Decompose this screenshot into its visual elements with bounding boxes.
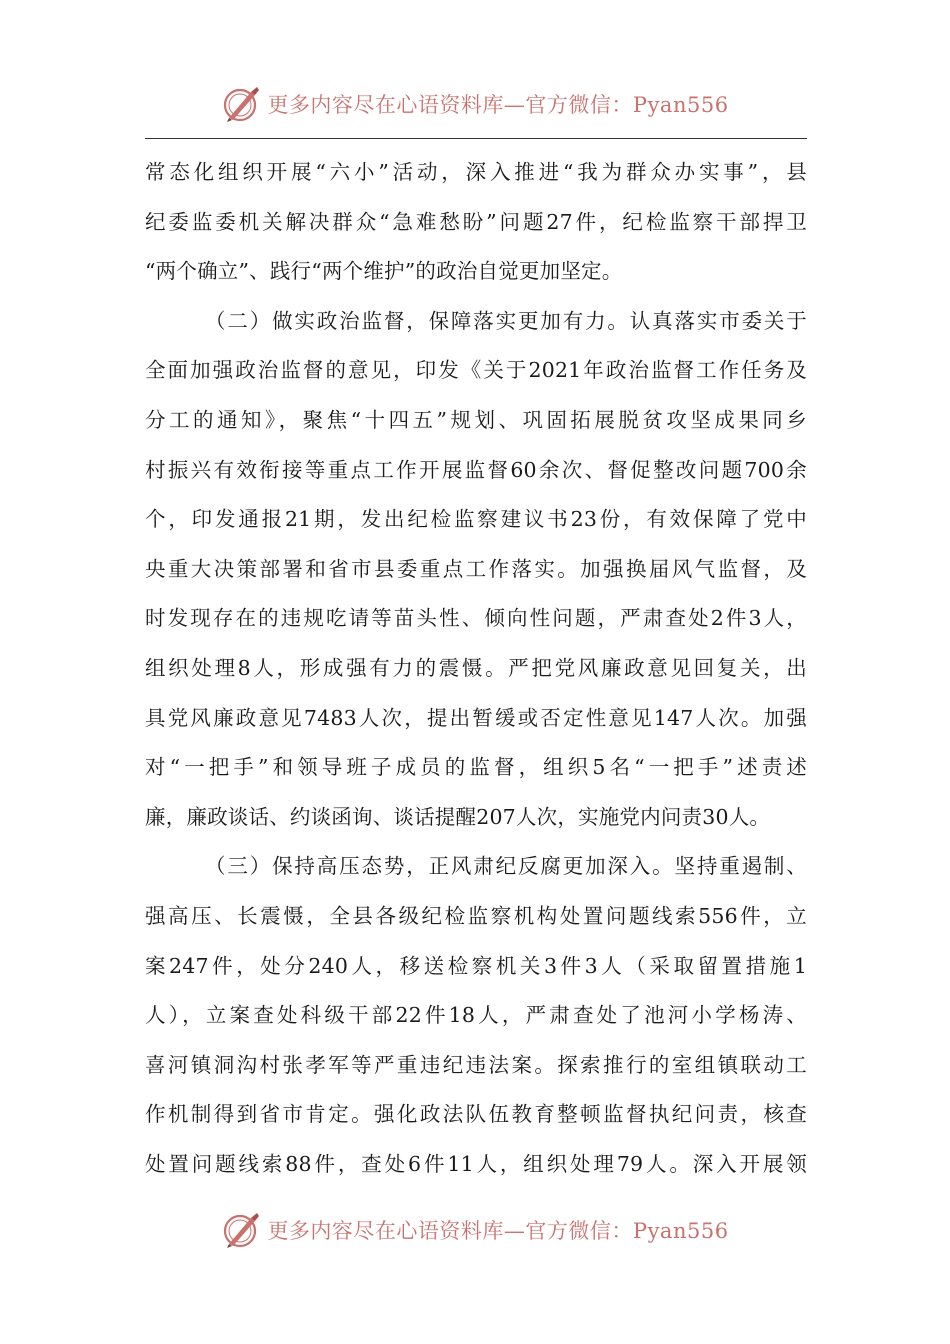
- text-line: 具党风廉政意见7483人次，提出暂缓或否定性意见147人次。加强: [145, 705, 807, 730]
- text-line: 时发现存在的违规吃请等苗头性、倾向性问题，严肃查处2件3人，: [145, 606, 807, 631]
- text-line: 村振兴有效衔接等重点工作开展监督60余次、督促整改问题700余: [145, 457, 807, 482]
- text-line: “两个确立”、践行“两个维护”的政治自觉更加坚定。: [145, 259, 623, 284]
- header-divider: [145, 138, 807, 139]
- text-line: 纪委监委机关解决群众“急难愁盼”问题27件，纪检监察干部捍卫: [145, 209, 807, 234]
- text-line: 分工的通知》，聚焦“十四五”规划、巩固拓展脱贫攻坚成果同乡: [145, 407, 807, 432]
- text-line: 全面加强政治监督的意见，印发《关于2021年政治监督工作任务及: [145, 358, 807, 383]
- watermark-text: 更多内容尽在心语资料库—官方微信：Pyan556: [267, 1219, 729, 1243]
- text-line: 央重大决策部署和省市县委重点工作落实。加强换届风气监督，及: [145, 556, 807, 581]
- section-heading-line: （三）保持高压态势，正风肃纪反腐更加深入。坚持重遏制、: [205, 854, 807, 879]
- footer-watermark: [0, 1208, 950, 1252]
- watermark-text: 更多内容尽在心语资料库—官方微信：Pyan556: [267, 93, 729, 117]
- text-line: 作机制得到省市肯定。强化政法队伍教育整顿监督执纪问责，核查: [145, 1102, 807, 1127]
- text-line: 人），立案查处科级干部22件18人，严肃查处了池河小学杨涛、: [145, 1003, 807, 1028]
- header-watermark: [0, 82, 950, 126]
- text-line: 个，印发通报21期，发出纪检监察建议书23份，有效保障了党中: [145, 507, 807, 532]
- section-heading-line: （二）做实政治监督，保障落实更加有力。认真落实市委关于: [205, 308, 807, 333]
- text-line: 廉，廉政谈话、约谈函询、谈话提醒207人次，实施党内问责30人。: [145, 804, 771, 829]
- document-body: [145, 148, 807, 1189]
- text-line: 组织处理8人，形成强有力的震慑。严把党风廉政意见回复关，出: [145, 655, 807, 680]
- pen-logo-icon: [221, 84, 261, 124]
- text-line: 处置问题线索88件，查处6件11人，组织处理79人。深入开展领: [145, 1151, 807, 1176]
- pen-logo-icon: [221, 1210, 261, 1250]
- text-line: 强高压、长震慑，全县各级纪检监察机构处置问题线索556件，立: [145, 903, 807, 928]
- text-line: 案247件，处分240人，移送检察机关3件3人（采取留置措施1: [145, 953, 807, 978]
- text-line: 对“一把手”和领导班子成员的监督，组织5名“一把手”述责述: [145, 755, 807, 780]
- text-line: 常态化组织开展“六小”活动，深入推进“我为群众办实事”，县: [145, 160, 807, 184]
- text-line: 喜河镇洞沟村张孝军等严重违纪违法案。探索推行的室组镇联动工: [145, 1052, 807, 1077]
